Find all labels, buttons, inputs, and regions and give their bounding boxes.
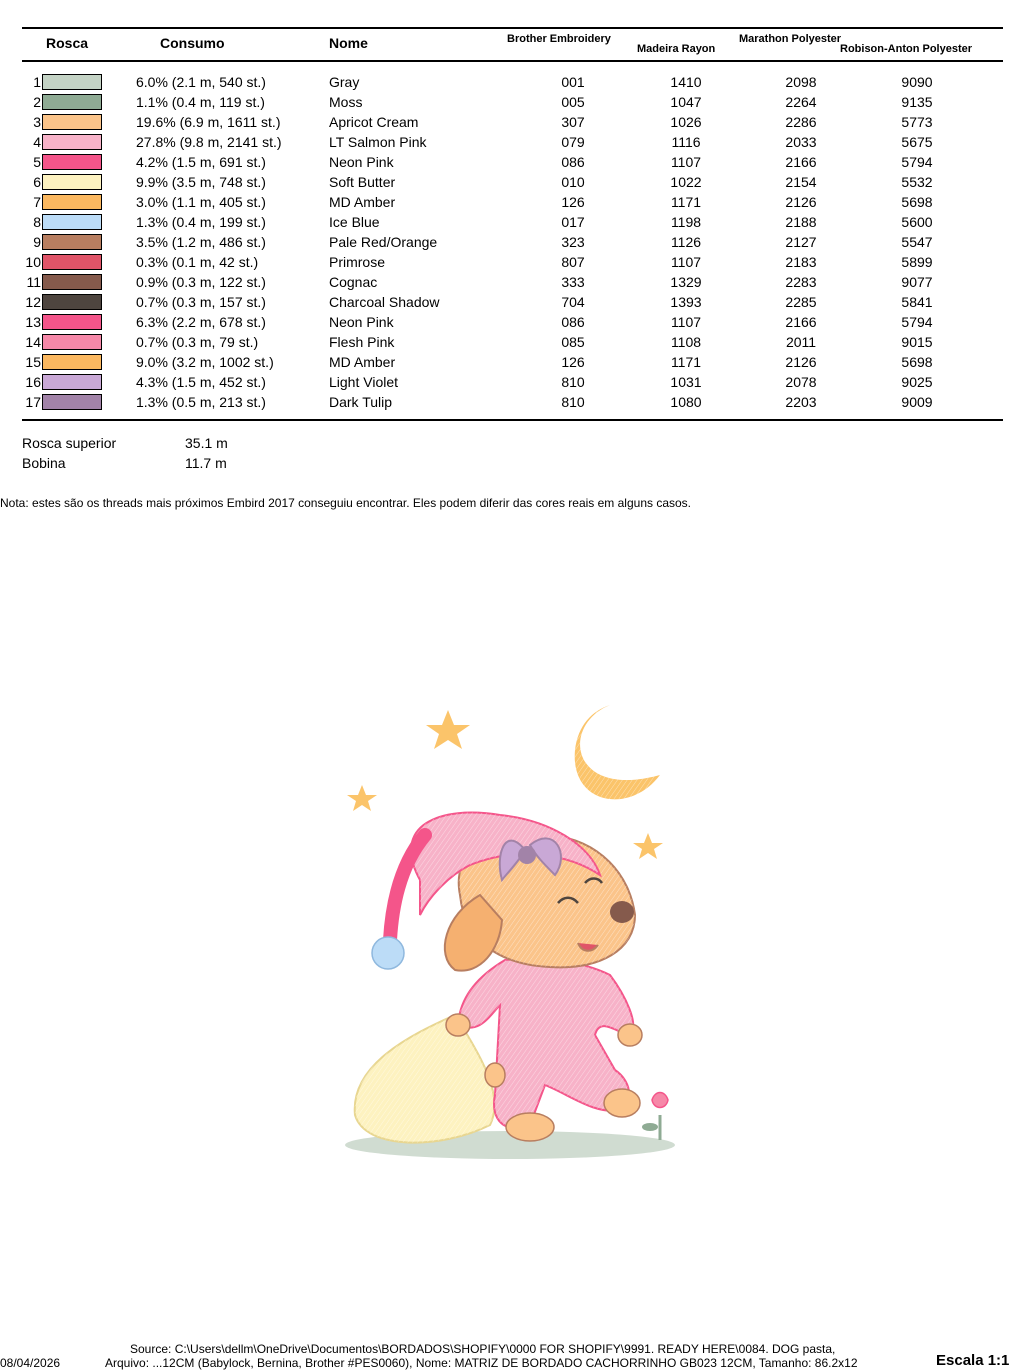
color-swatch — [42, 334, 102, 350]
row-consumo: 1.3% (0.4 m, 199 st.) — [136, 214, 266, 230]
header-marathon: Marathon Polyester — [739, 33, 842, 45]
total-superior-value: 35.1 m — [185, 435, 228, 451]
row-robison-code: 9025 — [901, 374, 933, 390]
row-nome: Flesh Pink — [329, 334, 395, 350]
row-robison-code: 5698 — [901, 194, 933, 210]
row-robison-code: 5600 — [901, 214, 933, 230]
row-consumo: 4.2% (1.5 m, 691 st.) — [136, 154, 266, 170]
row-consumo: 4.3% (1.5 m, 452 st.) — [136, 374, 266, 390]
row-consumo: 0.7% (0.3 m, 79 st.) — [136, 334, 259, 350]
row-consumo: 27.8% (9.8 m, 2141 st.) — [136, 134, 282, 150]
row-number: 8 — [33, 214, 41, 230]
row-nome: Light Violet — [329, 374, 399, 390]
row-brother-code: 704 — [561, 294, 585, 310]
row-nome: Neon Pink — [329, 314, 394, 330]
row-marathon-code: 2166 — [785, 314, 817, 330]
row-consumo: 19.6% (6.9 m, 1611 st.) — [136, 114, 281, 130]
color-swatch — [42, 194, 102, 210]
row-madeira-code: 1022 — [670, 174, 702, 190]
row-number: 16 — [25, 374, 41, 390]
table-row — [0, 312, 1024, 332]
color-swatch — [42, 354, 102, 370]
header-rosca: Rosca — [46, 35, 89, 51]
row-consumo: 1.3% (0.5 m, 213 st.) — [136, 394, 266, 410]
row-number: 15 — [25, 354, 41, 370]
row-marathon-code: 2154 — [785, 174, 817, 190]
total-superior-label: Rosca superior — [22, 435, 117, 451]
row-number: 13 — [25, 314, 41, 330]
row-marathon-code: 2098 — [785, 74, 817, 90]
row-marathon-code: 2183 — [785, 254, 817, 270]
row-marathon-code: 2285 — [785, 294, 817, 310]
row-consumo: 0.9% (0.3 m, 122 st.) — [136, 274, 266, 290]
table-row — [0, 392, 1024, 412]
row-robison-code: 5773 — [901, 114, 933, 130]
row-brother-code: 010 — [561, 174, 585, 190]
row-nome: Primrose — [329, 254, 386, 270]
row-nome: Soft Butter — [329, 174, 396, 190]
color-swatch — [42, 374, 102, 390]
table-row — [0, 232, 1024, 252]
row-consumo: 6.3% (2.2 m, 678 st.) — [136, 314, 266, 330]
row-robison-code: 5794 — [901, 154, 933, 170]
row-brother-code: 079 — [561, 134, 585, 150]
color-swatch — [42, 74, 102, 90]
row-consumo: 6.0% (2.1 m, 540 st.) — [136, 74, 266, 90]
row-number: 14 — [25, 334, 41, 350]
table-row — [0, 212, 1024, 232]
table-bottom-rule — [22, 419, 1003, 421]
row-marathon-code: 2283 — [785, 274, 817, 290]
color-swatch — [42, 174, 102, 190]
row-madeira-code: 1107 — [670, 254, 702, 270]
row-madeira-code: 1080 — [670, 394, 702, 410]
row-nome: Neon Pink — [329, 154, 394, 170]
row-madeira-code: 1329 — [670, 274, 702, 290]
row-marathon-code: 2011 — [785, 334, 817, 350]
row-robison-code: 9090 — [901, 74, 933, 90]
header-madeira: Madeira Rayon — [637, 43, 716, 55]
footer-date: 08/04/2026 — [0, 1356, 61, 1370]
row-brother-code: 086 — [561, 314, 585, 330]
row-robison-code: 5899 — [901, 254, 933, 270]
row-brother-code: 085 — [561, 334, 585, 350]
table-row — [0, 132, 1024, 152]
color-swatch — [42, 94, 102, 110]
row-brother-code: 323 — [561, 234, 585, 250]
color-swatch — [42, 234, 102, 250]
table-top-rule — [22, 27, 1003, 29]
row-number: 10 — [25, 254, 41, 270]
row-madeira-code: 1393 — [670, 294, 702, 310]
row-brother-code: 126 — [561, 354, 585, 370]
header-bottom-rule — [22, 60, 1003, 62]
row-brother-code: 307 — [561, 114, 585, 130]
row-brother-code: 001 — [561, 74, 585, 90]
footer-escala: Escala 1:1 — [936, 1352, 1010, 1369]
row-consumo: 9.9% (3.5 m, 748 st.) — [136, 174, 266, 190]
total-bobina-label: Bobina — [22, 455, 66, 471]
header-brother: Brother Embroidery — [507, 33, 611, 45]
row-consumo: 3.0% (1.1 m, 405 st.) — [136, 194, 266, 210]
color-swatch — [42, 134, 102, 150]
row-number: 7 — [33, 194, 41, 210]
row-nome: Apricot Cream — [329, 114, 419, 130]
total-bobina-value: 11.7 m — [185, 455, 227, 471]
header-consumo: Consumo — [160, 35, 225, 51]
row-madeira-code: 1031 — [670, 374, 702, 390]
row-marathon-code: 2203 — [785, 394, 817, 410]
row-robison-code: 5532 — [901, 174, 933, 190]
row-nome: MD Amber — [329, 194, 396, 210]
color-swatch — [42, 154, 102, 170]
row-number: 17 — [25, 394, 41, 410]
row-nome: MD Amber — [329, 354, 396, 370]
row-brother-code: 807 — [561, 254, 585, 270]
row-brother-code: 333 — [561, 274, 585, 290]
row-number: 6 — [33, 174, 41, 190]
color-swatch — [42, 314, 102, 330]
table-row — [0, 332, 1024, 352]
table-row — [0, 112, 1024, 132]
footer-arquivo: Arquivo: ...12CM (Babylock, Bernina, Brother #PES0060), Nome: MATRIZ DE BORDADO CACHORRINHO GB023 12CM, Tamanho: 86.2x12 — [105, 1356, 858, 1370]
row-marathon-code: 2166 — [785, 154, 817, 170]
embroidery-design-preview — [330, 695, 690, 1165]
row-brother-code: 005 — [561, 94, 585, 110]
row-robison-code: 5675 — [901, 134, 933, 150]
row-madeira-code: 1171 — [670, 194, 702, 210]
row-marathon-code: 2033 — [785, 134, 817, 150]
row-nome: Gray — [329, 74, 360, 90]
row-number: 1 — [33, 74, 41, 90]
color-swatch — [42, 294, 102, 310]
row-marathon-code: 2188 — [785, 214, 817, 230]
color-swatch — [42, 274, 102, 290]
thread-note: Nota: estes são os threads mais próximos Embird 2017 conseguiu encontrar. Eles podem diferir das cores reais em alguns casos. — [0, 496, 692, 510]
color-swatch — [42, 114, 102, 130]
row-number: 5 — [33, 154, 41, 170]
row-number: 4 — [33, 134, 41, 150]
row-marathon-code: 2126 — [785, 194, 817, 210]
row-madeira-code: 1126 — [670, 234, 702, 250]
row-robison-code: 5547 — [901, 234, 933, 250]
row-madeira-code: 1108 — [670, 334, 702, 350]
table-row — [0, 352, 1024, 372]
row-robison-code: 5794 — [901, 314, 933, 330]
row-consumo: 3.5% (1.2 m, 486 st.) — [136, 234, 266, 250]
table-row — [0, 292, 1024, 312]
row-consumo: 9.0% (3.2 m, 1002 st.) — [136, 354, 274, 370]
row-nome: Ice Blue — [329, 214, 380, 230]
row-number: 3 — [33, 114, 41, 130]
row-robison-code: 5841 — [901, 294, 933, 310]
row-brother-code: 017 — [561, 214, 585, 230]
row-marathon-code: 2286 — [785, 114, 817, 130]
row-nome: Moss — [329, 94, 363, 110]
row-robison-code: 9135 — [901, 94, 933, 110]
row-nome: Cognac — [329, 274, 378, 290]
table-row — [0, 172, 1024, 192]
table-row — [0, 252, 1024, 272]
row-robison-code: 5698 — [901, 354, 933, 370]
footer-source: Source: C:\Users\dellm\OneDrive\Documentos\BORDADOS\SHOPIFY\0000 FOR SHOPIFY\9991. READY HERE\0084. DOG pasta, — [130, 1342, 836, 1356]
row-madeira-code: 1107 — [670, 314, 702, 330]
row-consumo: 0.7% (0.3 m, 157 st.) — [136, 294, 266, 310]
row-marathon-code: 2264 — [785, 94, 817, 110]
row-consumo: 0.3% (0.1 m, 42 st.) — [136, 254, 259, 270]
row-madeira-code: 1198 — [670, 214, 702, 230]
row-madeira-code: 1116 — [671, 134, 701, 150]
color-swatch — [42, 214, 102, 230]
table-row — [0, 92, 1024, 112]
row-number: 12 — [25, 294, 41, 310]
row-madeira-code: 1026 — [670, 114, 702, 130]
row-brother-code: 086 — [561, 154, 585, 170]
row-marathon-code: 2126 — [785, 354, 817, 370]
row-madeira-code: 1107 — [670, 154, 702, 170]
table-row — [0, 272, 1024, 292]
row-madeira-code: 1171 — [670, 354, 702, 370]
row-number: 9 — [33, 234, 41, 250]
table-row — [0, 152, 1024, 172]
row-nome: LT Salmon Pink — [329, 134, 427, 150]
table-row — [0, 72, 1024, 92]
header-nome: Nome — [329, 35, 368, 51]
header-robison: Robison-Anton Polyester — [840, 43, 973, 55]
row-robison-code: 9015 — [901, 334, 933, 350]
row-consumo: 1.1% (0.4 m, 119 st.) — [136, 94, 265, 110]
row-madeira-code: 1410 — [670, 74, 702, 90]
row-brother-code: 810 — [561, 394, 585, 410]
row-number: 11 — [26, 274, 41, 290]
row-marathon-code: 2127 — [785, 234, 817, 250]
row-madeira-code: 1047 — [670, 94, 702, 110]
table-row — [0, 192, 1024, 212]
row-nome: Charcoal Shadow — [329, 294, 440, 310]
table-row — [0, 372, 1024, 392]
row-marathon-code: 2078 — [785, 374, 817, 390]
row-nome: Pale Red/Orange — [329, 234, 438, 250]
row-number: 2 — [33, 94, 41, 110]
row-robison-code: 9077 — [901, 274, 933, 290]
row-robison-code: 9009 — [901, 394, 933, 410]
row-brother-code: 810 — [561, 374, 585, 390]
color-swatch — [42, 394, 102, 410]
row-brother-code: 126 — [561, 194, 585, 210]
row-nome: Dark Tulip — [329, 394, 393, 410]
color-swatch — [42, 254, 102, 270]
